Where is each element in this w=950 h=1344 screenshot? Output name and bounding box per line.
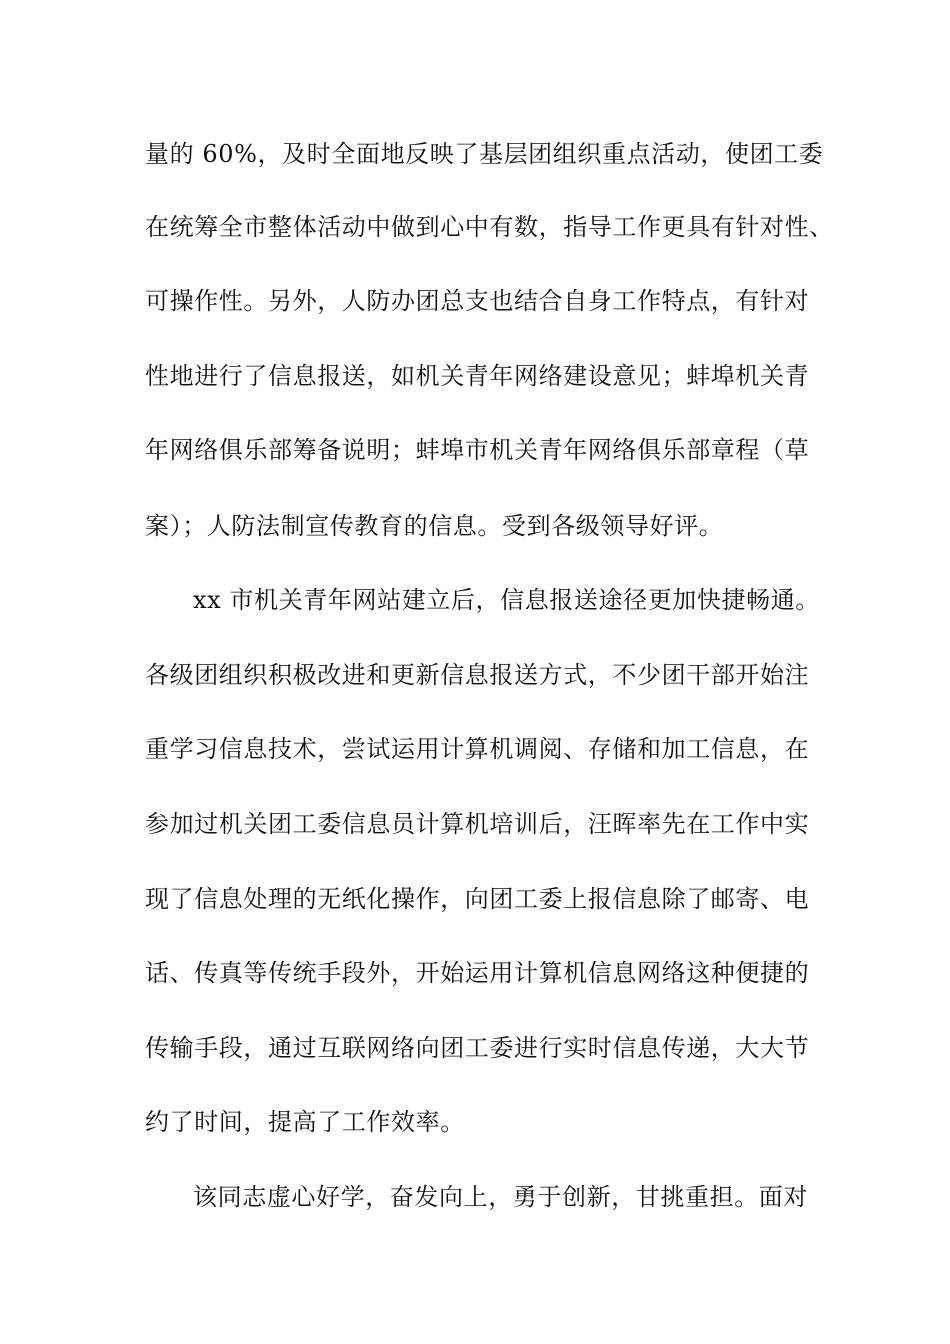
text-line: 各级团组织积极改进和更新信息报送方式，不少团干部开始注 (145, 661, 810, 689)
text-line: 参加过机关团工委信息员计算机培训后，汪晖率先在工作中实 (145, 810, 810, 838)
text-line: 量的 60%，及时全面地反映了基层团组织重点活动，使团工委 (145, 140, 824, 168)
text-line: 案）；人防法制宣传教育的信息。受到各级领导好评。 (145, 512, 724, 540)
paragraph-start-line: 该同志虚心好学，奋发向上，勇于创新，甘挑重担。面对 (193, 1183, 808, 1211)
text-line: 约了时间，提高了工作效率。 (145, 1108, 465, 1136)
text-line: 现了信息处理的无纸化操作，向团工委上报信息除了邮寄、电 (145, 885, 810, 913)
text-line: 话、传真等传统手段外，开始运用计算机信息网络这种便捷的 (145, 959, 810, 987)
text-line: 可操作性。另外，人防办团总支也结合自身工作特点，有针对 (145, 287, 810, 315)
text-line: 年网络俱乐部筹备说明；蚌埠市机关青年网络俱乐部章程（草 (145, 436, 810, 464)
text-line: 在统筹全市整体活动中做到心中有数，指导工作更具有针对性、 (145, 213, 834, 241)
paragraph-start-line: xx 市机关青年网站建立后，信息报送途径更加快捷畅通。 (193, 586, 820, 614)
text-line: 传输手段，通过互联网络向团工委进行实时信息传递，大大节 (145, 1034, 810, 1062)
text-line: 性地进行了信息报送，如机关青年网络建设意见；蚌埠机关青 (145, 362, 810, 390)
text-line: 重学习信息技术，尝试运用计算机调阅、存储和加工信息，在 (145, 735, 810, 763)
